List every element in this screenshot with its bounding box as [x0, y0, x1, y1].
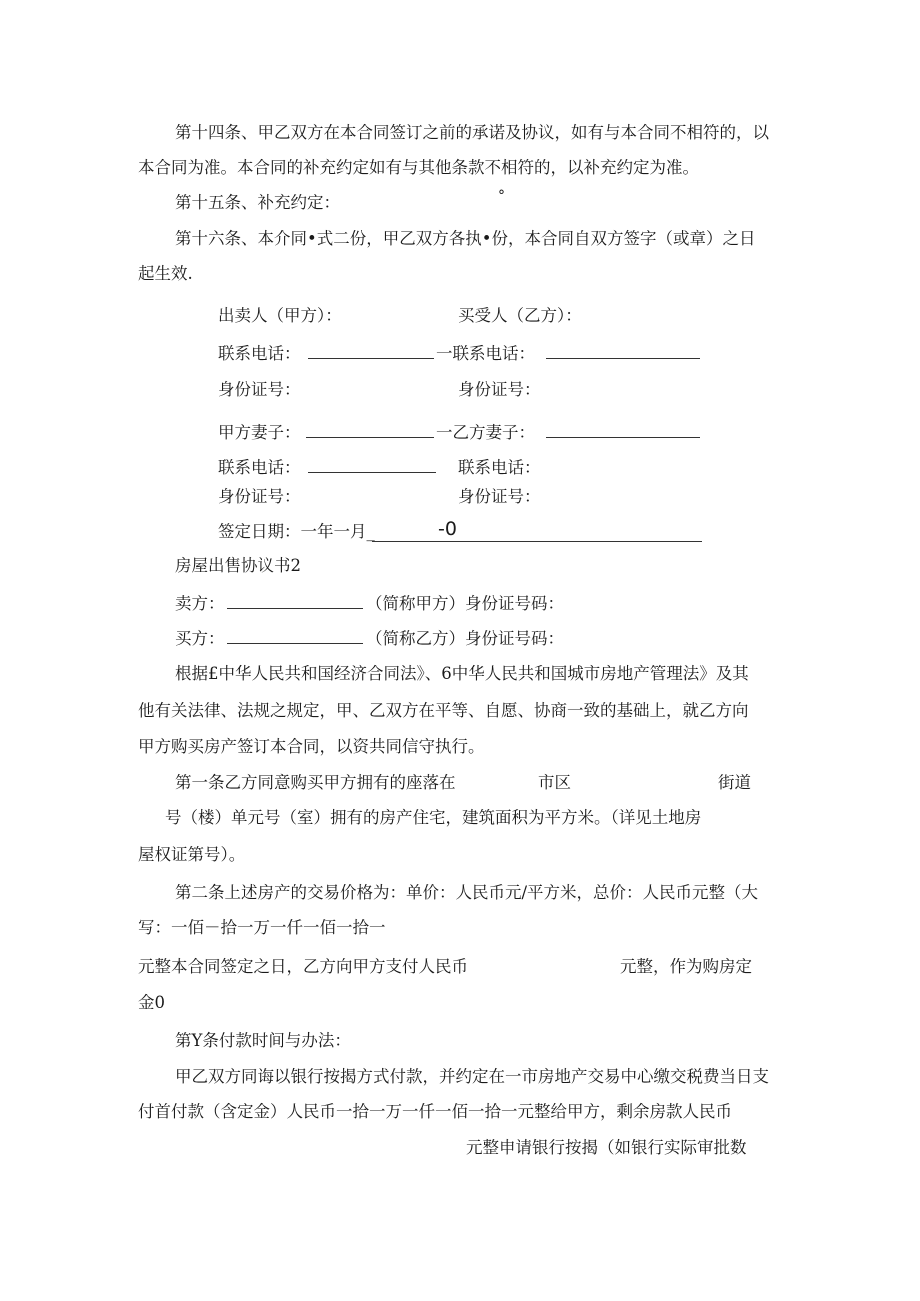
- article-15: 第十五条、补充约定：: [175, 193, 340, 212]
- seller-spouse-line: [306, 437, 434, 438]
- article-14-line-1: 第十四条、甲乙双方在本合同签订之前的承诺及协议，如有与本合同不相符的，以: [175, 123, 769, 142]
- spouse-a-id-label: 身份证号：: [218, 487, 301, 506]
- article-2-line-3b: 元整，作为购房定: [620, 957, 752, 976]
- buyer-party-label: 买方：: [175, 629, 225, 648]
- spouse-a-phone-line: [308, 472, 436, 473]
- article-3-title: 第Y条付款时间与办法：: [175, 1031, 351, 1050]
- seller-phone-label: 联系电话：: [218, 344, 301, 363]
- article-3-line-2: 付首付款（含定金）人民币一拾一万一仟一佰一拾一元整给甲方，剩余房款人民币: [138, 1102, 732, 1121]
- article-1-part-1: 第一条乙方同意购买甲方拥有的座落在: [175, 773, 456, 792]
- article-3-line-3: 元整申请银行按揭（如银行实际审批数: [466, 1138, 747, 1157]
- article-15-mark: °: [498, 188, 505, 204]
- signing-date-mark: -0: [438, 518, 457, 540]
- seller-spouse-label: 甲方妻子：: [218, 423, 301, 442]
- buyer-spouse-line: [546, 437, 700, 438]
- agreement-2-title: 房屋出售协议书2: [175, 556, 301, 575]
- article-1-line-2: 号（楼）单元号（室）拥有的房产住宅，建筑面积为平方米。（详见土地房: [165, 808, 702, 827]
- spouse-b-id-label: 身份证号：: [458, 487, 541, 506]
- article-1-part-2: 市区: [538, 773, 571, 792]
- buyer-party-suffix: （简称乙方）身份证号码：: [366, 629, 564, 648]
- seller-party-label: 卖方：: [175, 594, 225, 613]
- article-16-line-2: 起生效.: [138, 264, 193, 283]
- article-1-part-3: 街道: [718, 773, 751, 792]
- buyer-party-line: [227, 643, 363, 644]
- seller-label: 出卖人（甲方）：: [218, 306, 342, 325]
- article-2-line-2: 写：一佰－拾一万一仟一佰一拾一: [138, 918, 386, 937]
- article-2-line-1: 第二条上述房产的交易价格为：单价：人民币元/平方米，总价：人民币元整（大: [175, 883, 759, 902]
- article-2-line-4: 金0: [138, 993, 165, 1012]
- buyer-phone-line: [546, 358, 700, 359]
- spouse-a-phone-label: 联系电话：: [218, 458, 301, 477]
- buyer-spouse-label: 一乙方妻子：: [436, 423, 535, 442]
- seller-party-line: [227, 608, 363, 609]
- basis-line-1: 根据£中华人民共和国经济合同法》、6中华人民共和国城市房地产管理法》及其: [175, 664, 749, 683]
- article-2-line-3a: 元整本合同签定之日，乙方向甲方支付人民币: [138, 957, 468, 976]
- buyer-id-label: 身份证号：: [458, 380, 541, 399]
- seller-id-label: 身份证号：: [218, 380, 301, 399]
- article-3-line-1: 甲乙双方同诲以银行按揭方式付款，并约定在一市房地产交易中心缴交税费当日支: [175, 1067, 769, 1086]
- basis-line-3: 甲方购买房产签订本合同，以资共同信守执行。: [138, 737, 485, 756]
- signing-date-line: [372, 541, 702, 542]
- signing-date-label: 签定日期：一年一月_: [218, 522, 375, 541]
- article-1-line-3: 屋权证第号）。: [138, 845, 246, 864]
- seller-party-suffix: （简称甲方）身份证号码：: [366, 594, 564, 613]
- spouse-b-phone-label: 联系电话：: [458, 458, 541, 477]
- article-14-line-2: 本合同为准。本合同的补充约定如有与其他条款不相符的，以补充约定为准。: [138, 158, 699, 177]
- article-16-line-1: 第十六条、本介同•式二份，甲乙双方各执•份，本合同自双方签字（或章）之日: [175, 229, 756, 248]
- basis-line-2: 他有关法律、法规之规定，甲、乙双方在平等、自愿、协商一致的基础上，就乙方向: [138, 701, 749, 720]
- buyer-phone-label: 一联系电话：: [436, 344, 535, 363]
- seller-phone-line: [308, 358, 434, 359]
- buyer-label: 买受人（乙方）：: [458, 306, 582, 325]
